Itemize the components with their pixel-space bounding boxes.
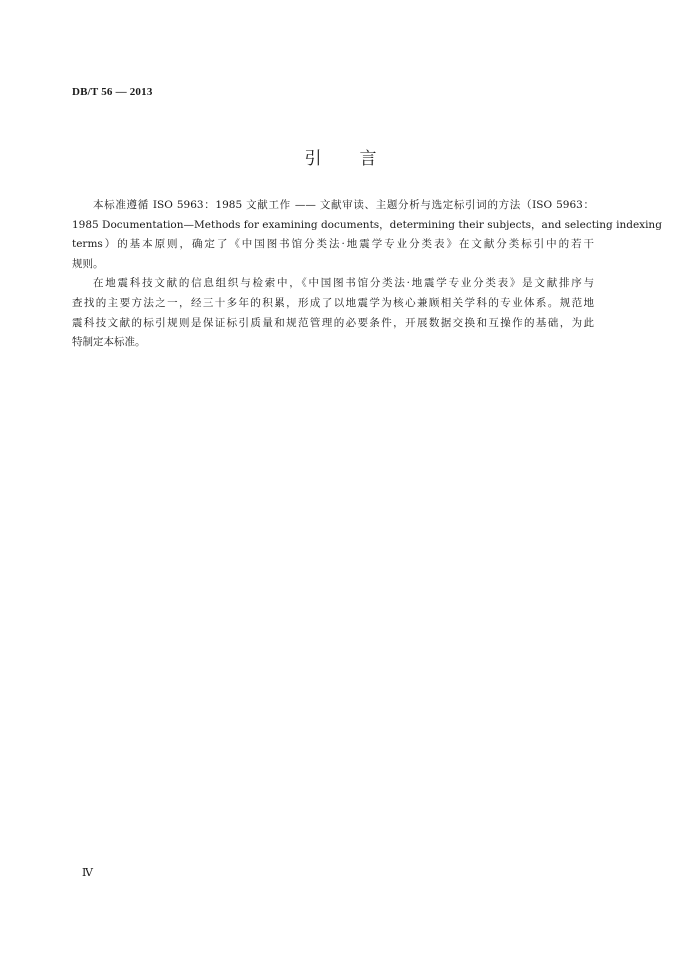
section-title-char-2: 言 <box>359 149 377 169</box>
paragraph-1-line-1: 本标准遵循 ISO 5963：1985 文献工作 —— 文献审读、主题分析与选定标引词的方法（ISO 5963： <box>93 199 594 211</box>
section-title-char-1: 引 <box>304 149 322 169</box>
paragraph-2-line-2: 查找的主要方法之一，经三十多年的积累，形成了以地震学为核心兼顾相关学科的专业体系。规范地 <box>72 296 594 309</box>
paragraph-2 <box>72 274 594 352</box>
paragraph-1-line-2: 1985 Documentation—Methods for examining documents，determining their subjects，and selecting indexing <box>72 218 662 231</box>
paragraph-1-line-4: 规则。 <box>72 257 104 270</box>
paragraph-2-line-3: 震科技文献的标引规则是保证标引质量和规范管理的必要条件，开展数据交换和互操作的基础，为此 <box>72 316 594 329</box>
paragraph-1-line-3: terms）的基本原则，确定了《中国图书馆分类法·地震学专业分类表》在文献分类标引中的若干 <box>72 238 594 251</box>
paragraph-2-line-4: 特制定本标准。 <box>72 336 146 349</box>
document-code: DB/T 56 — 2013 <box>72 86 153 98</box>
paragraph-1 <box>72 196 662 274</box>
paragraph-2-line-1: 在地震科技文献的信息组织与检索中，《中国图书馆分类法·地震学专业分类表》是文献排序与 <box>93 277 594 290</box>
introduction-body <box>72 196 662 353</box>
page-number: Ⅳ <box>82 867 93 879</box>
section-title <box>0 144 681 169</box>
